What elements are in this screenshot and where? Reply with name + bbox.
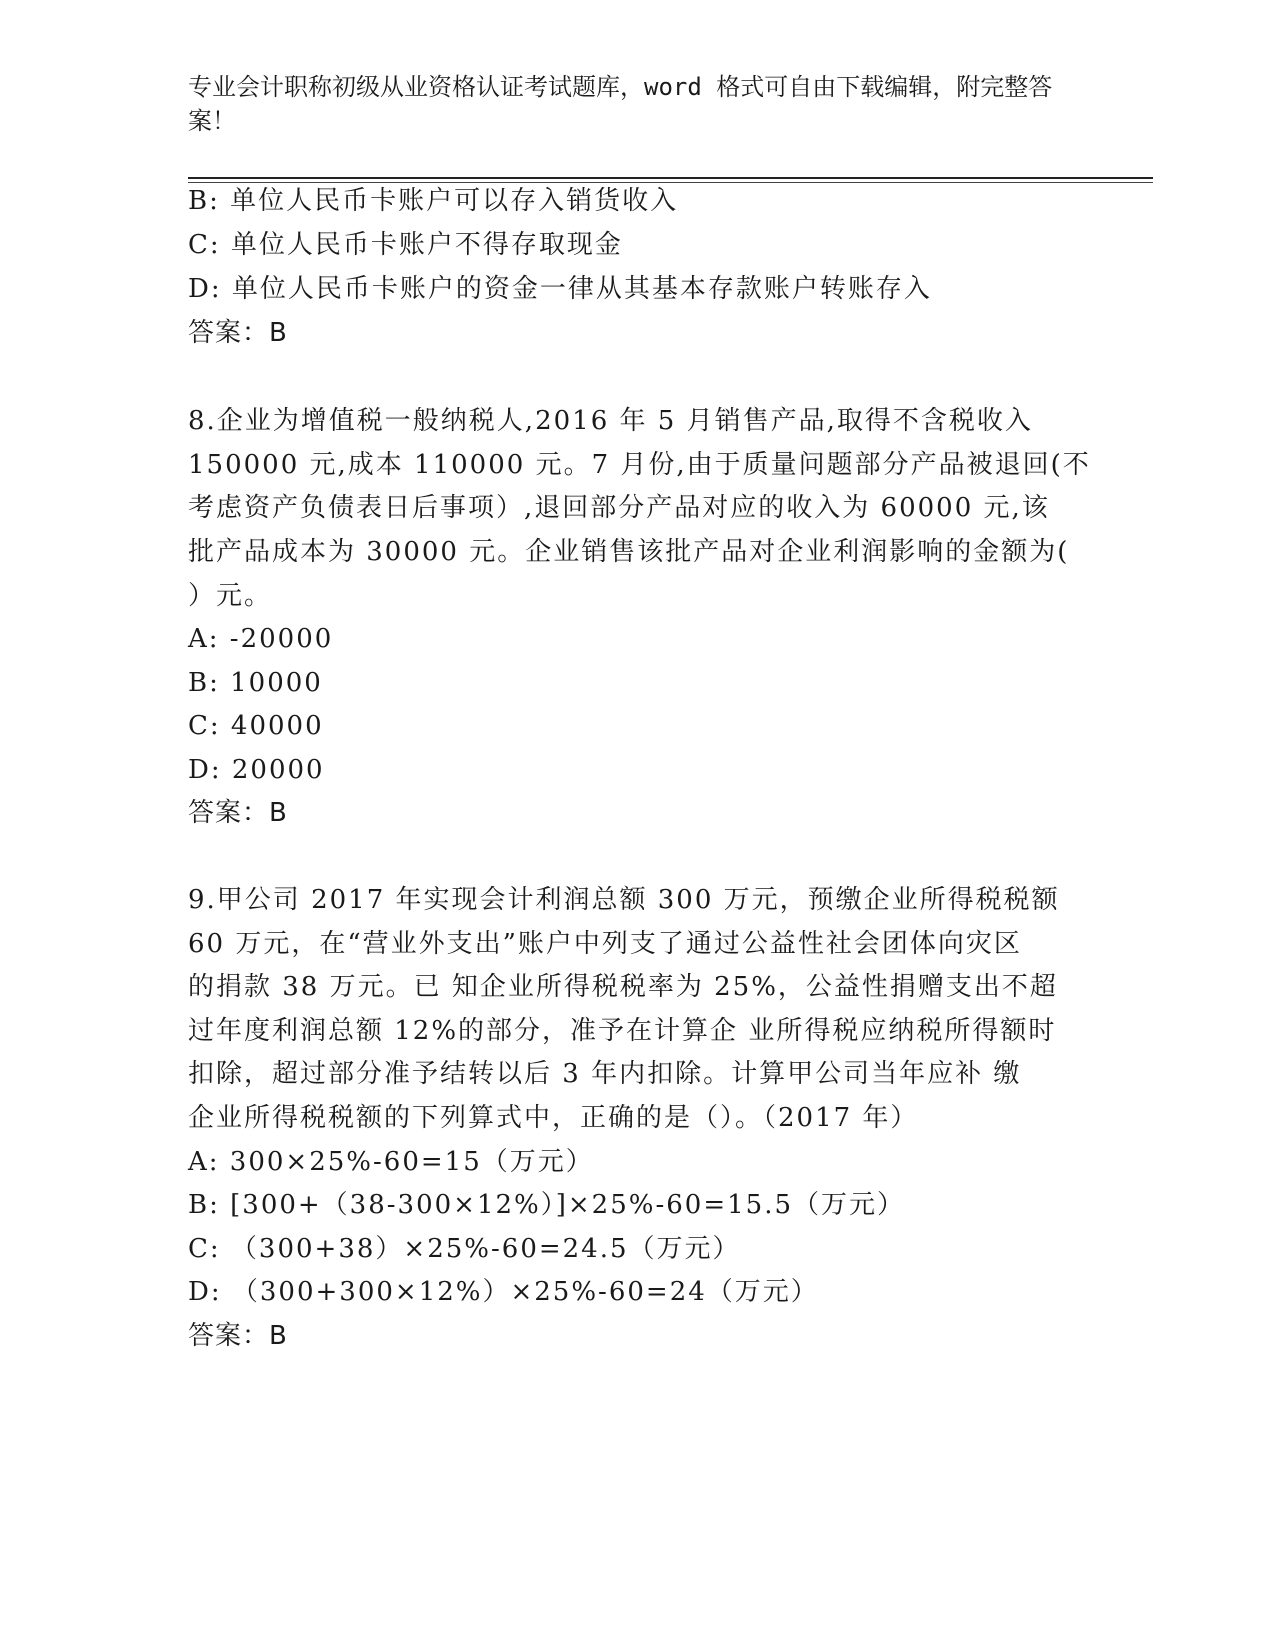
q7-option-c: C: 单位人民币卡账户不得存取现金 <box>188 230 623 260</box>
q7-option-b: B: 单位人民币卡账户可以存入销货收入 <box>188 186 679 216</box>
header-rule-thick <box>188 177 1153 179</box>
q9-answer: 答案：B <box>188 1321 288 1351</box>
q7-option-d: D: 单位人民币卡账户的资金一律从其基本存款账户转账存入 <box>188 274 932 304</box>
q9-stem-line-3: 的捐款 38 万元。已 知企业所得税税率为 25%，公益性捐赠支出不超 <box>188 972 1058 1002</box>
q8-stem-line-2: 150000 元,成本 110000 元。7 月份,由于质量问题部分产品被退回(不 <box>188 450 1091 480</box>
q8-stem-line-5: ）元。 <box>188 581 273 611</box>
q8-option-d: D: 20000 <box>188 755 325 785</box>
q9-stem-line-1: 9.甲公司 2017 年实现会计利润总额 300 万元，预缴企业所得税税额 <box>188 885 1060 915</box>
q9-option-c: C: （300+38）×25%-60=24.5（万元） <box>188 1234 741 1264</box>
q8-stem-line-4: 批产品成本为 30000 元。企业销售该批产品对企业利润影响的金额为( <box>188 537 1070 567</box>
q9-option-b: B: [300+（38-300×12%）]×25%-60=15.5（万元） <box>188 1190 906 1220</box>
q9-stem-line-4: 过年度利润总额 12%的部分，准予在计算企 业所得税应纳税所得额时 <box>188 1016 1057 1046</box>
q8-option-a: A: -20000 <box>188 624 334 654</box>
q9-stem-line-5: 扣除，超过部分准予结转以后 3 年内扣除。计算甲公司当年应补 缴 <box>188 1059 1022 1089</box>
q7-answer: 答案：B <box>188 318 288 348</box>
q8-option-b: B: 10000 <box>188 668 323 698</box>
q8-answer: 答案：B <box>188 798 288 828</box>
q9-option-a: A: 300×25%-60=15（万元） <box>188 1147 594 1177</box>
q9-stem-line-2: 60 万元，在“营业外支出”账户中列支了通过公益性社会团体向灾区 <box>188 929 1022 959</box>
header-rule-thin <box>188 182 1153 183</box>
header-line-1: 专业会计职称初级从业资格认证考试题库，word 格式可自由下载编辑，附完整答 <box>188 73 1053 101</box>
q8-stem-line-1: 8.企业为增值税一般纳税人,2016 年 5 月销售产品,取得不含税收入 <box>188 406 1033 436</box>
page-header <box>188 70 1068 138</box>
q9-option-d: D: （300+300×12%）×25%-60=24（万元） <box>188 1277 819 1307</box>
q8-option-c: C: 40000 <box>188 711 324 741</box>
q9-stem-line-6: 企业所得税税额的下列算式中，正确的是（）。（2017 年） <box>188 1103 919 1133</box>
header-line-2: 案！ <box>188 107 236 135</box>
q8-stem-line-3: 考虑资产负债表日后事项）,退回部分产品对应的收入为 60000 元,该 <box>188 493 1050 523</box>
